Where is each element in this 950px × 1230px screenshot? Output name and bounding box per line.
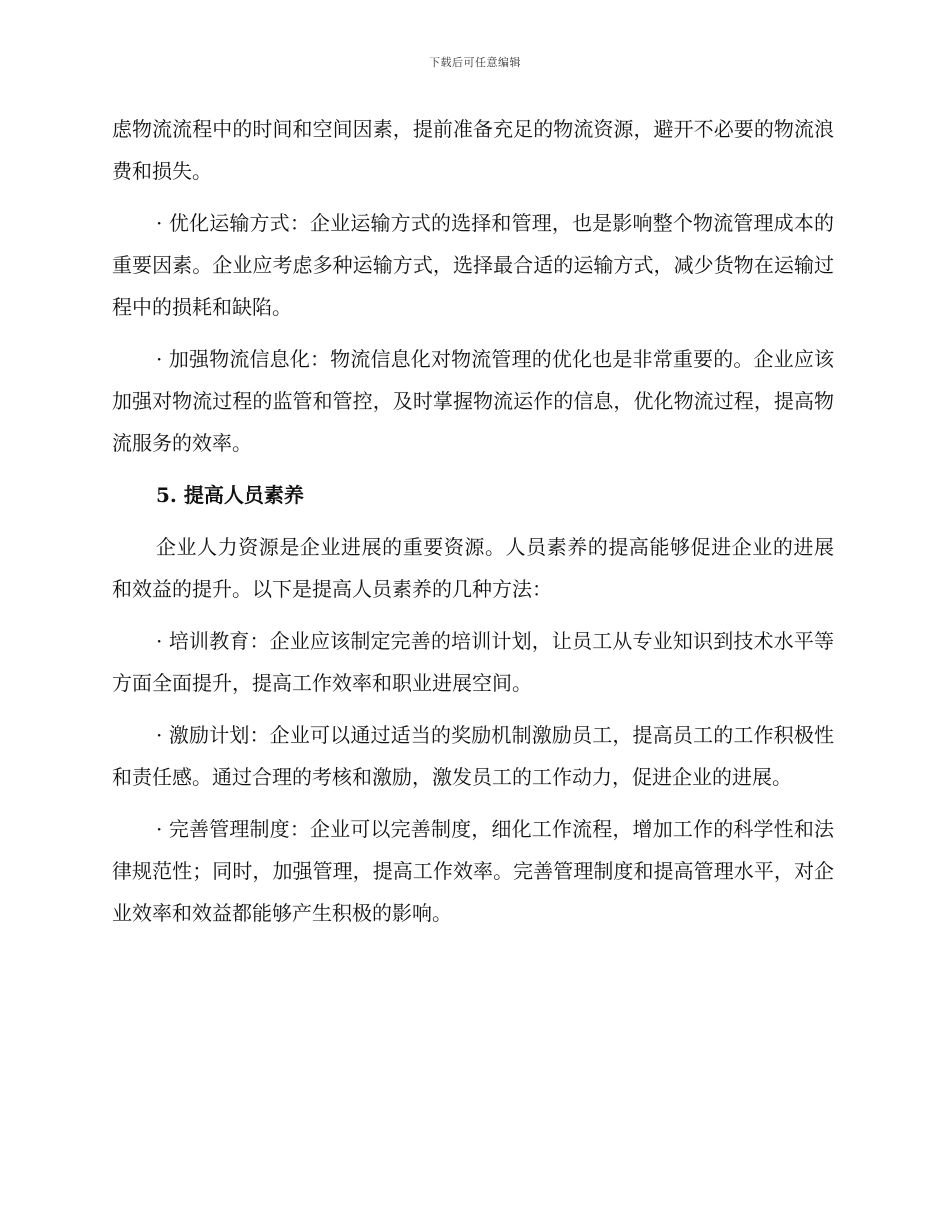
paragraph-intro: 企业人力资源是企业进展的重要资源。人员素养的提高能够促进企业的进展和效益的提升。以下是提高人员素养的几种方法： [112,535,834,601]
bullet-logistics-informatization: · 加强物流信息化：物流信息化对物流管理的优化也是非常重要的。企业应该加强对物流过程的监管和管控，及时掌握物流运作的信息，优化物流过程，提高物流服务的效率。 [112,347,834,455]
section-heading: 5. 提高人员素养 [156,483,304,507]
bullet-optimize-transport: · 优化运输方式：企业运输方式的选择和管理，也是影响整个物流管理成本的重要因素。企业应考虑多种运输方式，选择最合适的运输方式，减少货物在运输过程中的损耗和缺陷。 [112,211,834,319]
paragraph-continuation: 虑物流流程中的时间和空间因素，提前准备充足的物流资源，避开不必要的物流浪费和损失。 [112,117,834,183]
bullet-incentive: · 激励计划：企业可以通过适当的奖励机制激励员工，提高员工的工作积极性和责任感。通过合理的考核和激励，激发员工的工作动力，促进企业的进展。 [112,723,834,789]
document-body [112,108,834,944]
bullet-training: · 培训教育：企业应该制定完善的培训计划，让员工从专业知识到技术水平等方面全面提升，提高工作效率和职业进展空间。 [112,629,834,695]
bullet-management-system: · 完善管理制度：企业可以完善制度，细化工作流程，增加工作的科学性和法律规范性；同时，加强管理，提高工作效率。完善管理制度和提高管理水平，对企业效率和效益都能够产生积极的影响。 [112,817,834,925]
page-header: 下载后可任意编辑 [429,56,521,69]
